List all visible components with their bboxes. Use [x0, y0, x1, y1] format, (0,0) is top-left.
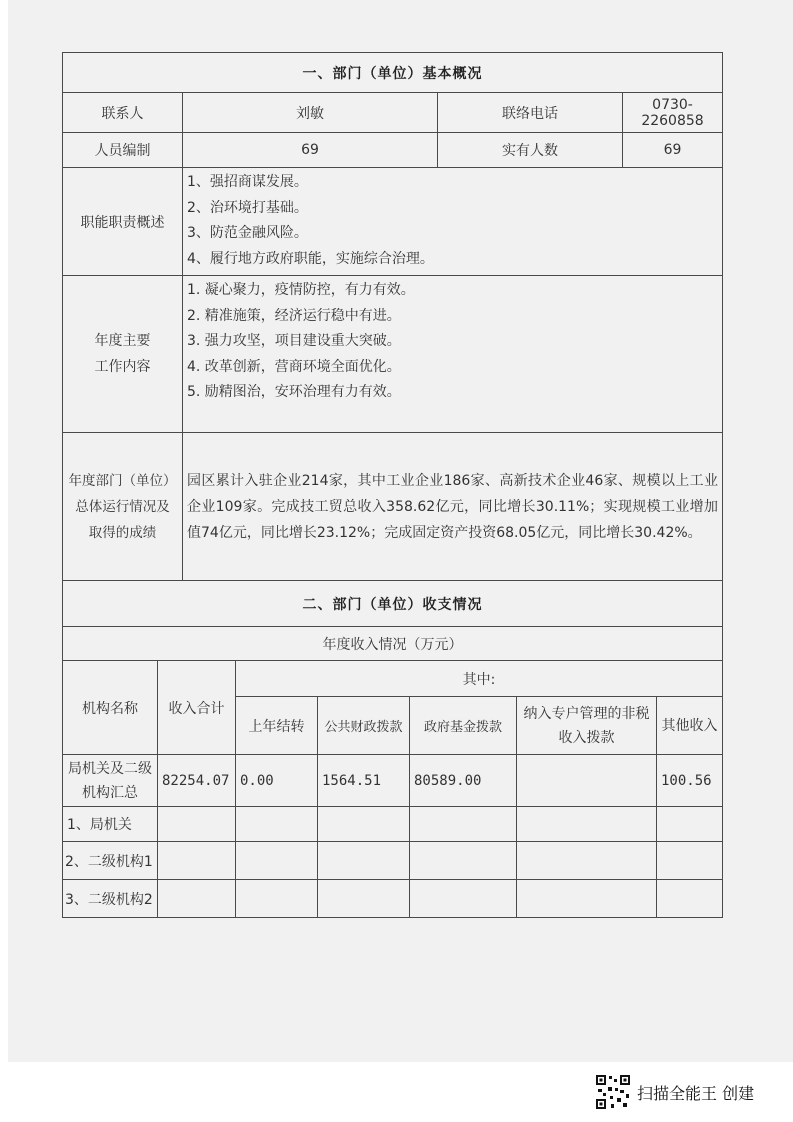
section1-title: 一、部门（单位）基本概况: [63, 53, 723, 93]
section2-title: 二、部门（单位）收支情况: [63, 581, 723, 627]
basic-info-table: [62, 52, 723, 581]
col-prev-balance: 上年结转: [236, 697, 318, 755]
col-org-name: 机构名称: [63, 661, 158, 755]
contact-value: 刘敏: [183, 93, 438, 133]
work-label-line: 年度主要: [94, 333, 151, 349]
row-other: [657, 842, 723, 880]
duty-item: 4、履行地方政府职能，实施综合治理。: [187, 250, 434, 267]
table-row: [63, 842, 723, 880]
staff-quota-value: 69: [183, 133, 438, 168]
duties-label: 职能职责概述: [63, 168, 183, 276]
duties-cell: [183, 168, 723, 276]
col-non-tax: 纳入专户管理的非税收入拨款: [517, 697, 657, 755]
table-row: [63, 755, 723, 807]
row-total: [158, 880, 236, 918]
row-fund: [410, 880, 517, 918]
row-prev: [236, 842, 318, 880]
row-total: 82254.07: [158, 755, 236, 807]
work-item: 5. 励精图治，安环治理有力有效。: [187, 384, 401, 400]
staff-actual-label: 实有人数: [438, 133, 623, 168]
qr-code-icon: [595, 1074, 631, 1110]
row-prev: [236, 880, 318, 918]
overall-label: [63, 433, 183, 581]
work-cell: [183, 276, 723, 433]
row-other: [657, 880, 723, 918]
income-table: [62, 580, 723, 918]
col-of-which: 其中:: [236, 661, 723, 697]
overall-label-line: 年度部门（单位）: [68, 472, 177, 489]
row-nontax: [517, 807, 657, 842]
row-name: 局机关及二级机构汇总: [63, 755, 158, 807]
work-item: 4. 改革创新，营商环境全面优化。: [187, 358, 401, 375]
row-total: [158, 807, 236, 842]
row-name: 3、二级机构2: [63, 880, 158, 918]
phone-label: 联络电话: [438, 93, 623, 133]
row-prev: 0.00: [236, 755, 318, 807]
row-public: [318, 880, 410, 918]
staff-actual-value: 69: [623, 133, 723, 168]
staff-quota-label: 人员编制: [63, 133, 183, 168]
work-label-line: 工作内容: [94, 359, 151, 375]
work-item: 1. 凝心聚力，疫情防控，有力有效。: [187, 282, 415, 298]
row-name: 1、局机关: [63, 807, 158, 842]
row-nontax: [517, 842, 657, 880]
col-gov-fund: 政府基金拨款: [410, 697, 517, 755]
scanner-watermark: [595, 1072, 754, 1112]
duty-item: 1、强招商谋发展。: [187, 174, 308, 190]
work-label: [63, 276, 183, 433]
col-public-finance: 公共财政拨款: [318, 697, 410, 755]
row-public: [318, 842, 410, 880]
table-row: [63, 807, 723, 842]
duty-item: 2、治环境打基础。: [187, 199, 308, 216]
row-public: 1564.51: [318, 755, 410, 807]
row-prev: [236, 807, 318, 842]
row-fund: [410, 807, 517, 842]
table-row: [63, 880, 723, 918]
col-other: 其他收入: [657, 697, 723, 755]
row-other: [657, 807, 723, 842]
row-name: 2、二级机构1: [63, 842, 158, 880]
overall-text: 园区累计入驻企业214家，其中工业企业186家、高新技术企业46家、规模以上工业企业109家。完成技工贸总收入358.62亿元，同比增长30.11%；实现规模工业增加值74亿元，同比增长23.12%；完成固定资产投资68.05亿元，同比增长30.42%。: [183, 433, 723, 581]
row-nontax: [517, 755, 657, 807]
scanner-brand-text: 扫描全能王 创建: [637, 1083, 755, 1103]
income-title: 年度收入情况（万元）: [63, 627, 723, 661]
row-fund: [410, 842, 517, 880]
row-total: [158, 842, 236, 880]
overall-label-line: 总体运行情况及: [75, 498, 170, 515]
row-public: [318, 807, 410, 842]
row-nontax: [517, 880, 657, 918]
work-item: 3. 强力攻坚，项目建设重大突破。: [187, 333, 401, 349]
phone-value: 0730-2260858: [623, 93, 723, 133]
row-fund: 80589.00: [410, 755, 517, 807]
contact-label: 联系人: [63, 93, 183, 133]
work-item: 2. 精准施策，经济运行稳中有进。: [187, 307, 401, 324]
duty-item: 3、防范金融风险。: [187, 225, 308, 241]
row-other: 100.56: [657, 755, 723, 807]
overall-label-line: 取得的成绩: [88, 524, 157, 541]
col-total: 收入合计: [158, 661, 236, 755]
